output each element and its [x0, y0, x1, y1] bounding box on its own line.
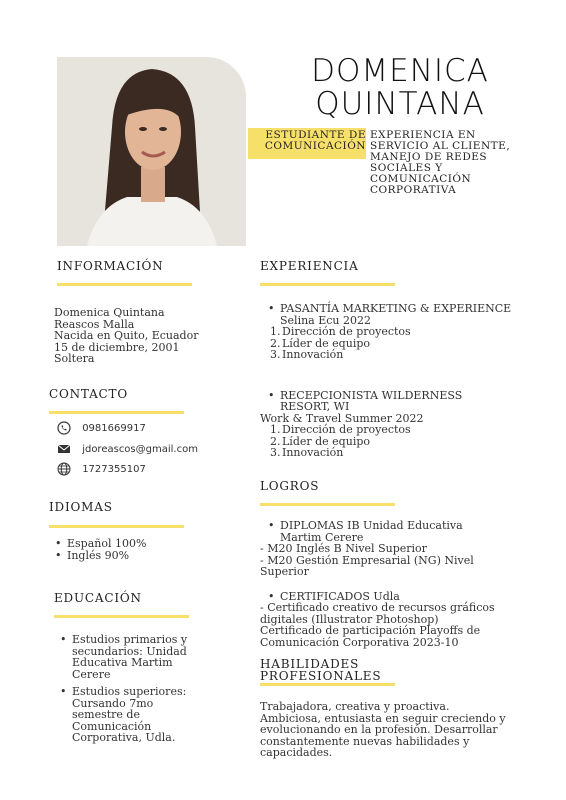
list-item: • Español 100% [53, 538, 233, 550]
email-icon [57, 442, 71, 456]
info-bar [57, 283, 192, 286]
list-item: • Inglés 90% [53, 550, 233, 562]
skills-bar [260, 683, 395, 686]
role-line-1: ESTUDIANTE DE [265, 129, 366, 141]
achievements-heading: LOGROS [260, 479, 320, 493]
skills-text: Trabajadora, creativa y proactiva. Ambiciosa, entusiasta en seguir creciendo y evolucionando en la profesión. Desarrollar constantemente nuevas habilidades y capacidades. [260, 700, 506, 759]
education-list [58, 634, 200, 744]
list-item: • Estudios primarios y secundarios: Unidad Educativa Martim Cerere [58, 634, 200, 680]
experience-heading: EXPERIENCIA [260, 259, 359, 273]
list-item: • Estudios superiores: Cursando 7mo semestre de Comunicación Corporativa, Udla. [58, 686, 200, 744]
info-block [54, 307, 244, 365]
profile-photo [57, 57, 246, 246]
name-line-1: DOMENICA [311, 53, 489, 89]
info-line: Reascos Malla [54, 317, 135, 331]
experience-block [260, 303, 530, 459]
achievement-title: • CERTIFICADOS Udla [266, 591, 520, 603]
achievement-title: • DIPLOMAS IB Unidad Educativa Martim Cerere [266, 520, 496, 543]
job-title: • RECEPCIONISTA WILDERNESS RESORT, WI [266, 390, 496, 413]
job-subtitle: Work & Travel Summer 2022 [260, 411, 424, 425]
email-value: jdoreascos@gmail.com [82, 444, 198, 455]
achievement-line: - M20 Gestión Empresarial (NG) Nivel Superior [260, 553, 474, 578]
achievements-bar [260, 503, 395, 506]
role-text [256, 130, 366, 152]
job-subtitle: Selina Ecu 2022 [280, 313, 371, 327]
task-item: 2. Líder de equipo [270, 434, 370, 448]
experience-bar [260, 283, 395, 286]
education-bar [54, 615, 189, 618]
info-line: Domenica Quintana [54, 306, 165, 319]
task-item: 2. Líder de equipo [270, 336, 370, 350]
phone-icon [57, 421, 71, 435]
contact-id [57, 462, 146, 476]
contact-bar [49, 411, 184, 414]
globe-icon [57, 462, 71, 476]
languages-heading: IDIOMAS [49, 500, 113, 514]
id-value: 1727355107 [82, 464, 146, 475]
name-title [300, 55, 500, 121]
info-heading: INFORMACIÓN [57, 259, 164, 273]
name-line-2: QUINTANA [315, 86, 485, 122]
task-item: 3. Innovación [270, 446, 344, 459]
task-item: 1. Dirección de proyectos [270, 423, 411, 436]
task-item: 1. Dirección de proyectos [270, 325, 411, 338]
achievement-line: Certificado de participación Playoffs de Comunicación Corporativa 2023-10 [260, 624, 481, 649]
info-line: 15 de diciembre, 2001 [54, 340, 180, 354]
job-title: • PASANTÍA MARKETING & EXPERIENCE [266, 303, 530, 315]
education-heading: EDUCACIÓN [54, 591, 142, 605]
languages-list [53, 538, 233, 561]
info-line: Soltera [54, 352, 95, 365]
role-line-2: COMUNICACIÓN [264, 140, 366, 152]
achievements-block [260, 520, 520, 648]
contact-heading: CONTACTO [49, 387, 128, 401]
achievement-line: - M20 Inglés B Nivel Superior [260, 542, 427, 555]
languages-bar [49, 525, 184, 528]
skills-heading: HABILIDADES PROFESIONALES [260, 657, 382, 683]
info-line: Nacida en Quito, Ecuador [54, 329, 199, 342]
contact-email[interactable] [57, 442, 198, 456]
task-item: 3. Innovación [270, 348, 344, 361]
phone-value: 0981669917 [82, 423, 146, 434]
achievement-line: - Certificado creativo de recursos gráficos digitales (Illustrator Photoshop) [260, 601, 495, 626]
contact-phone[interactable] [57, 421, 146, 435]
profile-summary: EXPERIENCIA EN SERVICIO AL CLIENTE, MANEJO DE REDES SOCIALES Y COMUNICACIÓN CORPORATIVA [370, 129, 511, 196]
